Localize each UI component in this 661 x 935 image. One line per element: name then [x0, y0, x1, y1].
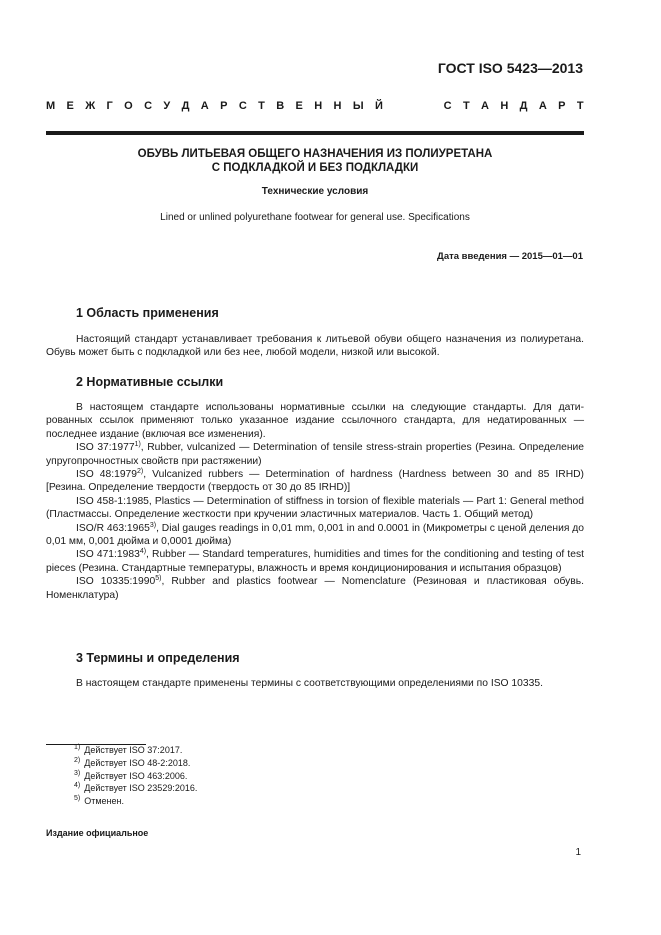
section-2-body — [46, 401, 584, 602]
heading-letter: Т — [576, 100, 584, 112]
footnote-mark: 5) — [155, 575, 162, 583]
footnote-mark: 3) — [74, 769, 81, 777]
reference-title: , Rubber — Standard temperatures, humidities and times for the conditioning and testing of test pieces (Резина. Стандартные температуры, влажность и время кондиционирования и испытания образцов) — [46, 549, 585, 574]
heading-letter: Д — [181, 100, 190, 112]
footnote-text: Действует ISO 37:2017. — [84, 745, 183, 755]
footnote-item — [74, 782, 197, 795]
reference-title: , Rubber, vulcanized — Determination of tensile stress-strain properties (Резина. Определение упругопрочностных свойств при растяжении) — [46, 442, 584, 467]
reference-code: ISO/R 463:1965 — [76, 522, 150, 534]
reference-code: ISO 458-1:1985 — [76, 495, 149, 507]
footnote-mark: 4) — [74, 782, 81, 790]
reference-code: ISO 471:1983 — [76, 549, 140, 561]
heading-letter: Н — [500, 100, 509, 112]
section-3-heading: 3 Термины и определения — [76, 651, 240, 665]
footnote-item — [74, 770, 197, 783]
heading-letter: У — [163, 100, 171, 112]
heading-letter: Р — [558, 100, 566, 112]
heading-letter: Т — [462, 100, 470, 112]
reference-code: ISO 10335:1990 — [76, 576, 156, 588]
heading-letter: Д — [519, 100, 528, 112]
footnote-text: Действует ISO 463:2006. — [84, 770, 188, 781]
reference-code: ISO 37:1977 — [76, 442, 135, 454]
official-edition-label: Издание официальное — [46, 828, 149, 838]
reference-title: , Vulcanized rubbers — Determination of hardness (Hardness between 30 and 85 IRHD) [Резина. Определение твердости (твердость от 30 до 85 IRHD)] — [46, 469, 584, 494]
reference-item — [46, 522, 584, 549]
heading-letter: М — [46, 100, 56, 112]
document-title — [46, 147, 584, 175]
heading-letter: Н — [314, 100, 323, 112]
section-2-heading: 2 Нормативные ссылки — [76, 375, 224, 389]
reference-item — [46, 575, 584, 602]
footnote-mark: 1) — [134, 441, 141, 449]
heading-rule — [46, 131, 584, 135]
reference-title: , Dial gauges readings in 0,01 mm, 0,001 in and 0.0001 in (Микрометры с ценой деления до 0,01 мм, 0,001 дюйма и 0,0001 дюйма) — [46, 522, 584, 548]
reference-code: ISO 48:1979 — [76, 469, 138, 481]
heading-letter: Й — [375, 100, 383, 112]
reference-item — [46, 468, 584, 495]
heading-letter: С — [238, 100, 247, 112]
heading-letter: В — [276, 100, 285, 112]
page-number: 1 — [575, 847, 581, 858]
heading-letter: С — [144, 100, 153, 112]
footnote-text: Действует ISO 23529:2016. — [84, 783, 198, 794]
heading-letter: А — [200, 100, 209, 112]
heading-letter: Н — [333, 100, 342, 112]
heading-letter: С — [443, 100, 452, 112]
section-1-heading: 1 Область применения — [76, 306, 219, 320]
title-line-2: С ПОДКЛАДКОЙ И БЕЗ ПОДКЛАДКИ — [211, 162, 419, 174]
footnote-item — [74, 795, 197, 808]
section-1-text: Настоящий стандарт устанавливает требования к литьевой обуви общего назначения из полиуретана. Обувь может быть с подкладкой или без нее, любой модели, низкой или высокой. — [46, 334, 584, 359]
footnote-mark: 4) — [139, 548, 147, 556]
footnote-mark: 2) — [137, 468, 144, 476]
section-3-body — [46, 677, 584, 690]
heading-letter: Р — [220, 100, 228, 112]
footnote-text: Отменен. — [84, 796, 124, 807]
section-1-body — [46, 333, 584, 360]
introduction-date: Дата введения — 2015—01—01 — [437, 251, 583, 262]
title-line-1: ОБУВЬ ЛИТЬЕВАЯ ОБЩЕГО НАЗНАЧЕНИЯ ИЗ ПОЛИУРЕТАНА — [137, 148, 493, 160]
footnote-item — [74, 744, 197, 757]
document-number: ГОСТ ISO 5423—2013 — [437, 60, 583, 76]
reference-title: , Rubber and plastics footwear — Nomenclature (Резиновая и пластиковая обувь. Номенклатура) — [46, 576, 584, 601]
heading-letter: А — [481, 100, 489, 112]
footnote-mark: 3) — [149, 521, 157, 529]
heading-letter: А — [538, 100, 547, 112]
reference-item — [46, 548, 584, 575]
heading-letter: Г — [106, 100, 113, 112]
heading-letter: Ж — [85, 100, 96, 112]
heading-letter: Е — [66, 100, 74, 112]
heading-letter: Т — [258, 100, 265, 112]
reference-item — [46, 495, 584, 522]
document-subtitle: Технические условия — [261, 186, 369, 197]
footnotes — [74, 744, 197, 808]
interstate-standard-heading — [46, 100, 584, 112]
heading-letter: Е — [295, 100, 303, 112]
english-title: Lined or unlined polyurethane footwear for general use. Specifications — [160, 212, 470, 223]
reference-item — [46, 441, 584, 468]
footnote-mark: 2) — [74, 756, 81, 764]
reference-title: , Plastics — Determination of stiffness in torsion of flexible materials — Part 1: General method (Пластмассы. Определение жесткости при кручении эластичных материалов. Часть 1. Общий метод) — [46, 495, 584, 521]
footnote-text: Действует ISO 48-2:2018. — [84, 757, 191, 768]
heading-letter: Ы — [352, 100, 364, 112]
footnote-mark: 5) — [74, 795, 81, 803]
word-gap — [394, 100, 432, 112]
footnote-item — [74, 757, 197, 770]
section-2-intro: В настоящем стандарте использованы нормативные ссылки на следующие стандарты. Для датированных ссылок применяют только указанное издание ссылочного стандарта, для недатированных — последнее издание (включая все изменения). — [46, 402, 584, 440]
heading-letter: О — [124, 100, 133, 112]
section-3-text: В настоящем стандарте применены термины с соответствующими определениями по ISO 10335. — [76, 678, 543, 689]
footnote-mark: 1) — [74, 744, 81, 751]
